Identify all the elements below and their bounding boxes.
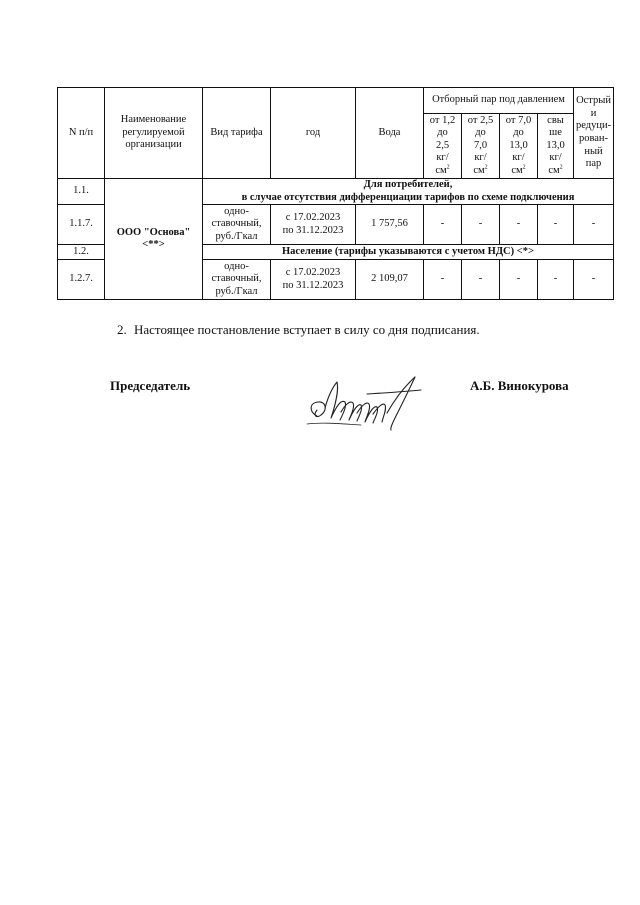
row-steam-4: - bbox=[538, 205, 574, 245]
row-live-steam: - bbox=[574, 260, 614, 300]
tariff-table bbox=[57, 87, 614, 300]
org-note: <**> bbox=[142, 239, 165, 251]
section-title: Население (тарифы указываются с учетом НДС) <*> bbox=[203, 245, 614, 260]
header-steam-sub: от 7,0 до 13,0 кг/ $см^2$ bbox=[500, 114, 538, 179]
section-num: 1.2. bbox=[58, 245, 105, 260]
section-row bbox=[58, 179, 614, 205]
row-water: 1 757,56 bbox=[356, 205, 424, 245]
paragraph-text: Настоящее постановление вступает в силу со дня подписания. bbox=[134, 322, 480, 337]
header-steam-sub: от 1,2 до 2,5 кг/ $см^2$ bbox=[424, 114, 462, 179]
header-org: Наименование регулируемой организации bbox=[105, 88, 203, 179]
header-steam-sub: свы ше 13,0 кг/ $см^2$ bbox=[538, 114, 574, 179]
org-name: ООО "Основа" bbox=[116, 226, 191, 238]
row-steam-2: - bbox=[462, 260, 500, 300]
header-row-1 bbox=[58, 88, 614, 114]
section-title: Для потребителей, в случае отсутствия дифференциации тарифов по схеме подключения bbox=[203, 179, 614, 205]
org-name-cell bbox=[105, 179, 203, 300]
paragraph-2 bbox=[117, 322, 597, 338]
header-steam-sub: от 2,5 до 7,0 кг/ $см^2$ bbox=[462, 114, 500, 179]
paragraph-number: 2. bbox=[117, 322, 127, 337]
signer-name: А.Б. Винокурова bbox=[470, 378, 569, 393]
header-steam: Отборный пар под давлением bbox=[424, 88, 574, 114]
row-steam-2: - bbox=[462, 205, 500, 245]
row-steam-3: - bbox=[500, 205, 538, 245]
header-num: N п/п bbox=[58, 88, 105, 179]
row-tariff-type: одно- ставочный, руб./Гкал bbox=[203, 205, 271, 245]
section-num: 1.1. bbox=[58, 179, 105, 205]
row-num: 1.2.7. bbox=[58, 260, 105, 300]
row-steam-1: - bbox=[424, 205, 462, 245]
row-steam-3: - bbox=[500, 260, 538, 300]
row-period: с 17.02.2023 по 31.12.2023 bbox=[271, 260, 356, 300]
header-water: Вода bbox=[356, 88, 424, 179]
header-year: год bbox=[271, 88, 356, 179]
row-water: 2 109,07 bbox=[356, 260, 424, 300]
row-steam-1: - bbox=[424, 260, 462, 300]
row-num: 1.1.7. bbox=[58, 205, 105, 245]
header-live-steam: Острый и редуци-рован-ный пар bbox=[574, 88, 614, 179]
row-period: с 17.02.2023 по 31.12.2023 bbox=[271, 205, 356, 245]
header-tariff-type: Вид тарифа bbox=[203, 88, 271, 179]
row-live-steam: - bbox=[574, 205, 614, 245]
row-tariff-type: одно- ставочный, руб./Гкал bbox=[203, 260, 271, 300]
signature-image bbox=[303, 372, 433, 434]
row-steam-4: - bbox=[538, 260, 574, 300]
signer-title: Председатель bbox=[110, 378, 191, 393]
